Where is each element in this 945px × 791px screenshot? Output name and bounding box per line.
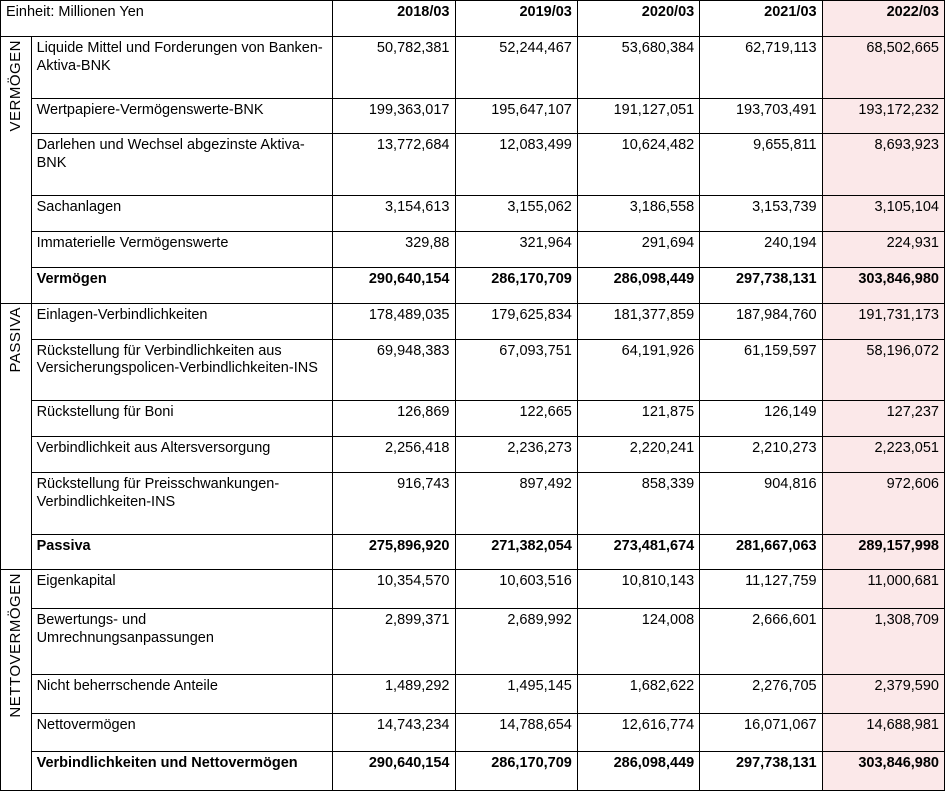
row-value: 3,153,739 — [700, 196, 822, 232]
row-label: Eigenkapital — [31, 570, 333, 609]
row-value: 290,640,154 — [333, 752, 455, 791]
row-value: 273,481,674 — [577, 534, 699, 570]
row-value: 12,083,499 — [455, 134, 577, 196]
row-label: Rückstellung für Boni — [31, 401, 333, 437]
row-value: 2,223,051 — [822, 437, 944, 473]
row-value: 2,220,241 — [577, 437, 699, 473]
row-value: 14,688,981 — [822, 713, 944, 752]
year-header-2022-03: 2022/03 — [822, 1, 944, 37]
row-value: 121,875 — [577, 401, 699, 437]
row-value: 291,694 — [577, 231, 699, 267]
row-value: 62,719,113 — [700, 36, 822, 98]
row-value: 191,731,173 — [822, 303, 944, 339]
table-row — [1, 267, 945, 303]
row-value: 3,155,062 — [455, 196, 577, 232]
row-value: 2,256,418 — [333, 437, 455, 473]
table-row — [1, 231, 945, 267]
group-label-1 — [1, 303, 32, 570]
row-value: 240,194 — [700, 231, 822, 267]
table-row — [1, 437, 945, 473]
table-row — [1, 609, 945, 675]
row-value: 13,772,684 — [333, 134, 455, 196]
table-row — [1, 98, 945, 134]
row-value: 271,382,054 — [455, 534, 577, 570]
row-value: 3,186,558 — [577, 196, 699, 232]
row-value: 916,743 — [333, 472, 455, 534]
table-row — [1, 339, 945, 401]
row-value: 181,377,859 — [577, 303, 699, 339]
row-value: 195,647,107 — [455, 98, 577, 134]
row-value: 179,625,834 — [455, 303, 577, 339]
row-value: 61,159,597 — [700, 339, 822, 401]
row-value: 897,492 — [455, 472, 577, 534]
row-value: 904,816 — [700, 472, 822, 534]
row-value: 281,667,063 — [700, 534, 822, 570]
table-row — [1, 36, 945, 98]
row-label: Sachanlagen — [31, 196, 333, 232]
table-row — [1, 713, 945, 752]
row-value: 224,931 — [822, 231, 944, 267]
row-value: 126,149 — [700, 401, 822, 437]
row-value: 2,666,601 — [700, 609, 822, 675]
row-label: Immaterielle Vermögenswerte — [31, 231, 333, 267]
row-label: Rückstellung für Preisschwankungen-Verbindlichkeiten-INS — [31, 472, 333, 534]
row-value: 2,899,371 — [333, 609, 455, 675]
row-value: 11,127,759 — [700, 570, 822, 609]
table-row — [1, 303, 945, 339]
table-header-row — [1, 1, 945, 37]
row-value: 127,237 — [822, 401, 944, 437]
row-value: 50,782,381 — [333, 36, 455, 98]
table-row — [1, 752, 945, 791]
year-header-2019-03: 2019/03 — [455, 1, 577, 37]
row-value: 286,170,709 — [455, 267, 577, 303]
table-row — [1, 570, 945, 609]
row-value: 275,896,920 — [333, 534, 455, 570]
row-value: 9,655,811 — [700, 134, 822, 196]
row-value: 14,788,654 — [455, 713, 577, 752]
row-value: 2,236,273 — [455, 437, 577, 473]
row-value: 972,606 — [822, 472, 944, 534]
row-value: 11,000,681 — [822, 570, 944, 609]
row-value: 303,846,980 — [822, 267, 944, 303]
row-value: 289,157,998 — [822, 534, 944, 570]
row-value: 68,502,665 — [822, 36, 944, 98]
row-value: 193,703,491 — [700, 98, 822, 134]
row-value: 286,098,449 — [577, 752, 699, 791]
row-value: 303,846,980 — [822, 752, 944, 791]
row-label: Verbindlichkeiten und Nettovermögen — [31, 752, 333, 791]
row-label: Nicht beherrschende Anteile — [31, 675, 333, 714]
group-label-0 — [1, 36, 32, 303]
row-value: 2,379,590 — [822, 675, 944, 714]
row-label: Liquide Mittel und Forderungen von Banken-Aktiva-BNK — [31, 36, 333, 98]
group-label-text: NETTOVERMÖGEN — [6, 573, 24, 719]
row-value: 2,210,273 — [700, 437, 822, 473]
table-body — [1, 1, 945, 791]
table-row — [1, 534, 945, 570]
row-value: 178,489,035 — [333, 303, 455, 339]
unit-label-cell: Einheit: Millionen Yen — [1, 1, 333, 37]
table-row — [1, 675, 945, 714]
row-value: 16,071,067 — [700, 713, 822, 752]
row-value: 2,276,705 — [700, 675, 822, 714]
row-value: 1,682,622 — [577, 675, 699, 714]
row-value: 193,172,232 — [822, 98, 944, 134]
row-value: 3,105,104 — [822, 196, 944, 232]
row-value: 64,191,926 — [577, 339, 699, 401]
row-value: 329,88 — [333, 231, 455, 267]
row-value: 69,948,383 — [333, 339, 455, 401]
row-value: 52,244,467 — [455, 36, 577, 98]
row-value: 187,984,760 — [700, 303, 822, 339]
row-label: Darlehen und Wechsel abgezinste Aktiva-BNK — [31, 134, 333, 196]
row-label: Verbindlichkeit aus Altersversorgung — [31, 437, 333, 473]
row-value: 10,810,143 — [577, 570, 699, 609]
row-value: 12,616,774 — [577, 713, 699, 752]
row-value: 1,308,709 — [822, 609, 944, 675]
row-value: 297,738,131 — [700, 267, 822, 303]
row-value: 10,354,570 — [333, 570, 455, 609]
table-row — [1, 134, 945, 196]
row-value: 199,363,017 — [333, 98, 455, 134]
row-label: Passiva — [31, 534, 333, 570]
row-value: 53,680,384 — [577, 36, 699, 98]
row-value: 290,640,154 — [333, 267, 455, 303]
group-label-2 — [1, 570, 32, 791]
table-row — [1, 401, 945, 437]
year-header-2018-03: 2018/03 — [333, 1, 455, 37]
row-value: 10,603,516 — [455, 570, 577, 609]
year-header-2021-03: 2021/03 — [700, 1, 822, 37]
row-value: 297,738,131 — [700, 752, 822, 791]
year-header-2020-03: 2020/03 — [577, 1, 699, 37]
row-value: 3,154,613 — [333, 196, 455, 232]
row-value: 858,339 — [577, 472, 699, 534]
row-value: 14,743,234 — [333, 713, 455, 752]
row-value: 1,489,292 — [333, 675, 455, 714]
row-value: 126,869 — [333, 401, 455, 437]
row-value: 124,008 — [577, 609, 699, 675]
row-label: Bewertungs- und Umrechnungsanpassungen — [31, 609, 333, 675]
row-value: 286,098,449 — [577, 267, 699, 303]
group-label-text: PASSIVA — [6, 306, 24, 373]
row-value: 191,127,051 — [577, 98, 699, 134]
row-value: 58,196,072 — [822, 339, 944, 401]
row-value: 321,964 — [455, 231, 577, 267]
row-label: Nettovermögen — [31, 713, 333, 752]
row-value: 10,624,482 — [577, 134, 699, 196]
row-value: 8,693,923 — [822, 134, 944, 196]
row-value: 286,170,709 — [455, 752, 577, 791]
row-label: Einlagen-Verbindlichkeiten — [31, 303, 333, 339]
group-label-text: VERMÖGEN — [6, 39, 24, 132]
row-value: 2,689,992 — [455, 609, 577, 675]
row-value: 67,093,751 — [455, 339, 577, 401]
row-label: Vermögen — [31, 267, 333, 303]
table-row — [1, 196, 945, 232]
table-row — [1, 472, 945, 534]
row-value: 122,665 — [455, 401, 577, 437]
row-value: 1,495,145 — [455, 675, 577, 714]
row-label: Wertpapiere-Vermögenswerte-BNK — [31, 98, 333, 134]
row-label: Rückstellung für Verbindlichkeiten aus Versicherungspolicen-Verbindlichkeiten-INS — [31, 339, 333, 401]
